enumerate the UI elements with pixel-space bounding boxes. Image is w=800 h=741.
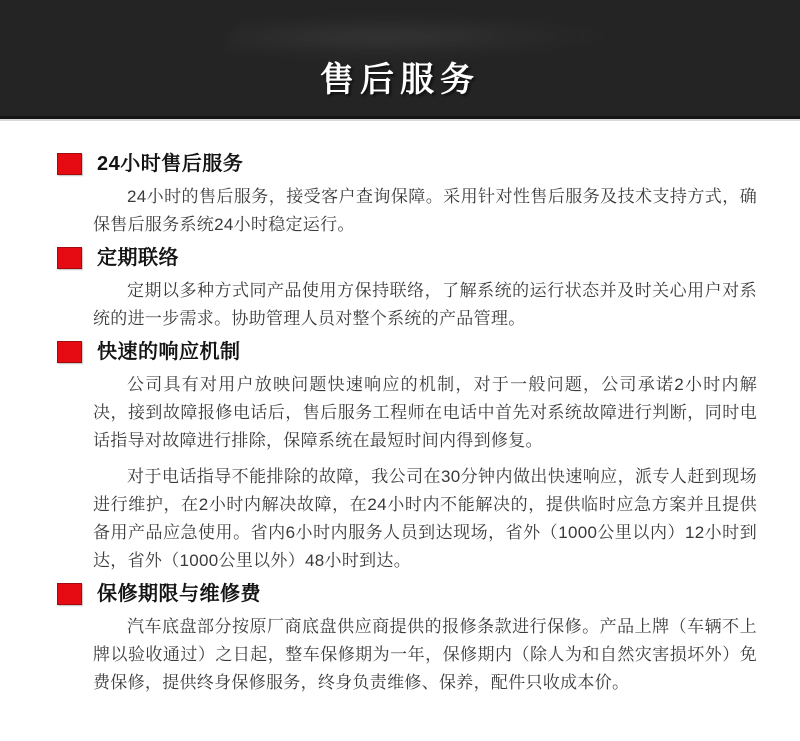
section-rapid-response xyxy=(57,341,757,575)
section-title: 定期联络 xyxy=(97,247,179,269)
section-heading-row xyxy=(57,247,757,269)
section-24h-service xyxy=(57,153,757,239)
red-square-bullet-icon xyxy=(57,247,82,269)
section-title: 24小时售后服务 xyxy=(97,153,244,175)
section-heading-row xyxy=(57,153,757,175)
section-heading-row xyxy=(57,341,757,363)
section-title: 保修期限与维修费 xyxy=(97,583,261,605)
page-title: 售后服务 xyxy=(320,61,480,99)
section-paragraph: 24小时的售后服务，接受客户查询保障。采用针对性售后服务及技术支持方式，确保售后服务系统24小时稳定运行。 xyxy=(93,187,757,234)
section-title: 快速的响应机制 xyxy=(97,341,241,363)
red-square-bullet-icon xyxy=(57,583,82,605)
red-square-bullet-icon xyxy=(57,153,82,175)
section-paragraph: 公司具有对用户放映问题快速响应的机制，对于一般问题，公司承诺2小时内解决，接到故障报修电话后，售后服务工程师在电话中首先对系统故障进行判断，同时电话指导对故障进行排除，保障系统在最短时间内得到修复。 xyxy=(93,375,757,450)
section-paragraph: 定期以多种方式同产品使用方保持联络，了解系统的运行状态并及时关心用户对系统的进一步需求。协助管理人员对整个系统的产品管理。 xyxy=(93,281,757,328)
section-paragraph: 对于电话指导不能排除的故障，我公司在30分钟内做出快速响应，派专人赶到现场进行维护，在2小时内解决故障，在24小时内不能解决的，提供临时应急方案并且提供备用产品应急使用。省内6小时内服务人员到达现场，省外（1000公里以内）12小时到达，省外（1000公里以外）48小时到达。 xyxy=(93,467,757,570)
header-banner xyxy=(0,0,800,119)
content-area xyxy=(0,119,800,697)
section-paragraph: 汽车底盘部分按原厂商底盘供应商提供的报修条款进行保修。产品上牌（车辆不上牌以验收通过）之日起，整车保修期为一年，保修期内（除人为和自然灾害损坏外）免费保修，提供终身保修服务，终身负责维修、保养，配件只收成本价。 xyxy=(93,617,757,692)
red-square-bullet-icon xyxy=(57,341,82,363)
section-regular-contact xyxy=(57,247,757,333)
section-heading-row xyxy=(57,583,757,605)
section-warranty xyxy=(57,583,757,697)
